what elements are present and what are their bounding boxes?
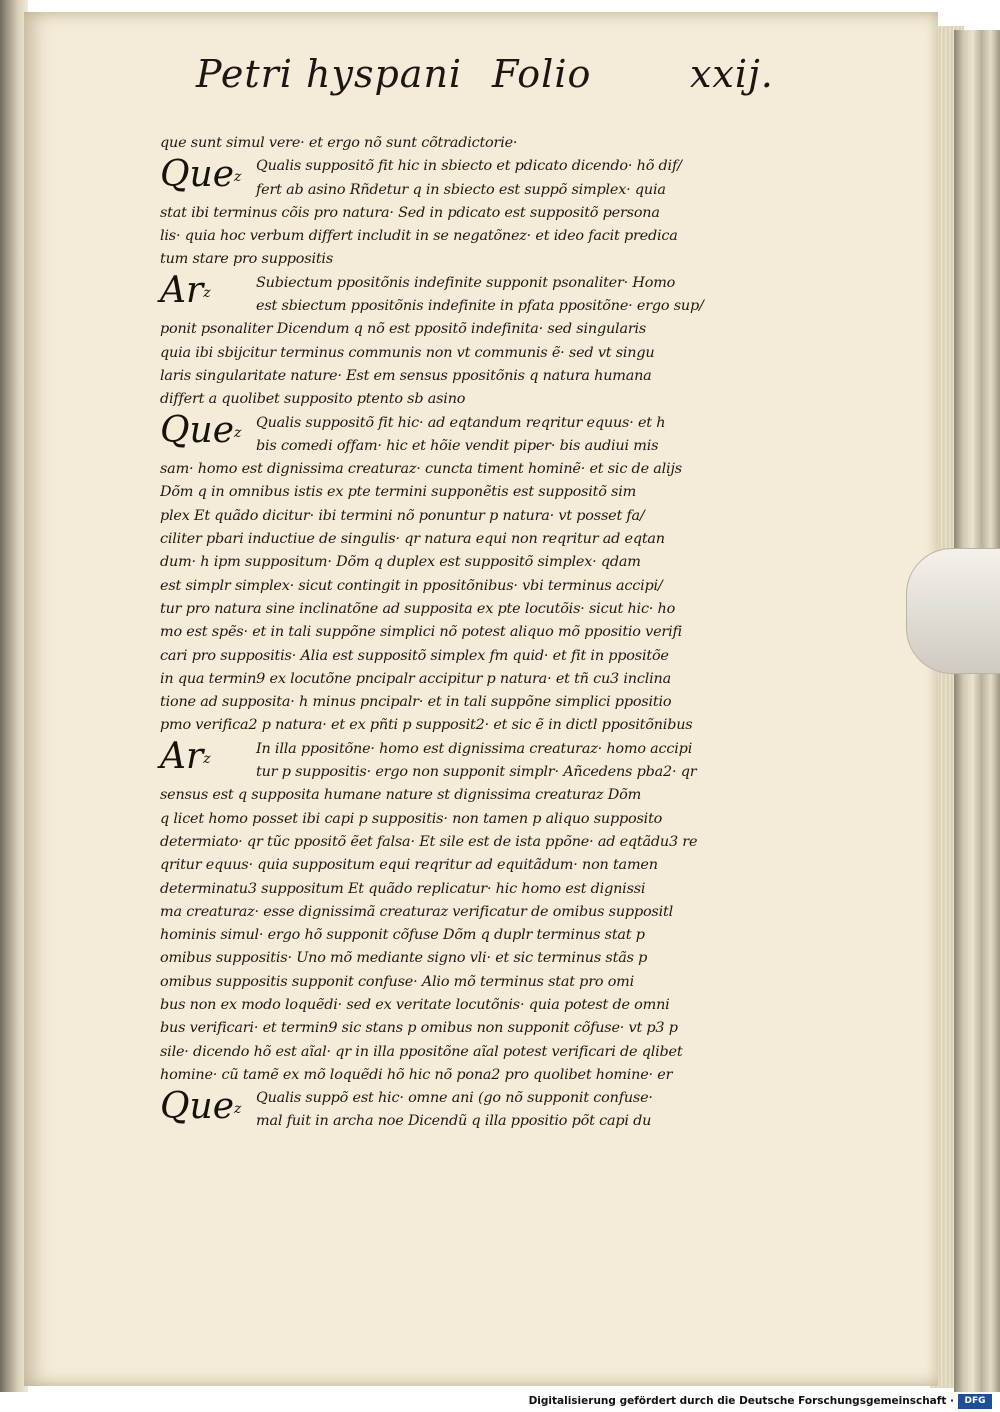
text-line: sam· homo est dignissima creaturaz· cuncta timent hominẽ· et sic de alijs [160,461,682,478]
text-line: Dõm q in omnibus istis ex pte termini supponẽtis est suppositõ sim [160,484,637,501]
text-line: qritur equus· quia suppositum equi reqritur ad equitãdum· non tamen [160,857,658,874]
text-line: tur p suppositis· ergo non supponit simplr· Añcedens pba2· qr [256,764,697,781]
text-line: est sbiectum ppositõnis indefinite in pfata ppositõne· ergo sup/ [256,298,704,315]
text-line: ciliter pbari inductiue de singulis· qr natura equi non reqritur ad eqtan [160,531,665,548]
text-line: mo est spẽs· et in tali suppõne simplici nõ potest aliquo mõ ppositio verifi [160,624,683,641]
text-line: fert ab asino Rñdetur q in sbiecto est suppõ simplex· quia [256,181,666,198]
text-line: Subiectum ppositõnis indefinite supponit psonaliter· Homo [256,274,676,291]
text-line: tione ad supposita· h minus pncipalr· et in tali suppõne simplici ppositio [160,694,672,711]
text-line: bus non ex modo loquẽdi· sed ex veritate locutõnis· quia potest de omni [160,996,670,1013]
text-line: plex Et quãdo dicitur· ibi termini nõ ponuntur p natura· vt posset fa/ [160,507,645,524]
text-line: homine· cũ tamẽ ex mõ loquẽdi hõ hic nõ pona2 pro quolibet homine· er [160,1066,673,1083]
text-line: bis comedi offam· hic et hõie vendit piper· bis audiui mis [256,437,659,454]
text-line: dum· h ipm suppositum· Dõm q duplex est suppositõ simplex· qdam [160,554,641,571]
initial-ar-2: Ar$^z$ [160,736,211,777]
initial-que-3: Que$^z$ [160,1086,242,1127]
running-head-folio-label: Folio [492,52,592,96]
text-line: que sunt simul vere· et ergo nõ sunt cõtradictorie· [160,135,518,151]
initial-ar-1: Ar$^z$ [160,270,211,311]
text-line: in qua termin9 ex locutõne pncipalr accipitur p natura· et tñ cu3 inclina [160,670,671,687]
funding-credit: Digitalisierung gefördert durch die Deutsche Forschungsgemeinschaft · [528,1395,954,1407]
initial-que-1: Que$^z$ [160,154,242,195]
text-line: quia ibi sbijcitur terminus communis non vt communis ẽ· sed vt singu [160,344,655,361]
running-head-folio-number: xxij. [690,52,774,96]
text-line: determinatu3 suppositum Et quãdo replicatur· hic homo est dignissi [160,880,646,897]
text-line: Qualis suppõ est hic· omne ani (go nõ supponit confuse· [256,1090,653,1107]
text-column [160,132,786,1134]
text-line: In illa ppositõne· homo est dignissima creaturaz· homo accipi [256,740,693,757]
text-line: tur pro natura sine inclinatõne ad supposita ex pte locutõis· sicut hic· ho [160,600,676,617]
text-line: ponit psonaliter Dicendum q nõ est ppositõ indefinita· sed singularis [160,321,647,338]
running-head [0,52,1000,102]
text-line: pmo verifica2 p natura· et ex pñti p supposit2· et sic ẽ in dictl ppositõnibus [160,717,693,734]
text-line: est simplr simplex· sicut contingit in ppositõnibus· vbi terminus accipi/ [160,577,663,594]
initial-que-2: Que$^z$ [160,410,242,451]
book-clasp [906,548,1000,674]
text-line: sensus est q supposita humane nature st dignissima creaturaz Dõm [160,787,642,804]
dfg-logo-icon: DFG [958,1394,992,1409]
text-line: hominis simul· ergo hõ supponit cõfuse Dõm q duplr terminus stat p [160,927,645,944]
text-line: determiato· qr tũc ppositõ ẽet falsa· Et sile est de ista ppõne· ad eqtãdu3 re [160,833,698,850]
text-line: omibus suppositis supponit confuse· Alio mõ terminus stat pro omi [160,973,635,990]
digitization-footer [0,1392,1000,1412]
text-line: tum stare pro suppositis [160,251,334,268]
text-line: mal fuit in archa noe Dicendũ q illa ppositio põt capi du [256,1113,652,1130]
text-line: sile· dicendo hõ est aĩal· qr in illa ppositõne aĩal potest verificari de qlibet [160,1043,683,1060]
running-head-author: Petri hyspani [196,52,463,96]
text-line: q licet homo posset ibi capi p suppositis· non tamen p aliquo supposito [160,810,663,827]
text-line: stat ibi terminus cõis pro natura· Sed in pdicato est suppositõ persona [160,204,660,221]
text-line: bus verificari· et termin9 sic stans p omibus non supponit cõfuse· vt p3 p [160,1020,678,1037]
book-cover-board [954,30,1000,1392]
text-line: omibus suppositis· Uno mõ mediante signo vli· et sic terminus stãs p [160,950,648,967]
text-line: Qualis suppositõ fit hic· ad eqtandum reqritur equus· et h [256,414,666,431]
text-line: differt a quolibet supposito ptento sb asino [160,391,466,408]
text-line: cari pro suppositis· Alia est suppositõ simplex fm quid· et fit in ppositõe [160,647,669,664]
text-line: ma creaturaz· esse dignissimã creaturaz verificatur de omibus suppositl [160,903,673,920]
text-line: laris singularitate nature· Est em sensus ppositõnis q natura humana [160,367,652,384]
text-line: Qualis suppositõ fit hic in sbiecto et pdicato dicendo· hõ dif/ [256,158,682,175]
text-line: lis· quia hoc verbum differt includit in se negatõnez· et ideo facit predica [160,228,678,245]
